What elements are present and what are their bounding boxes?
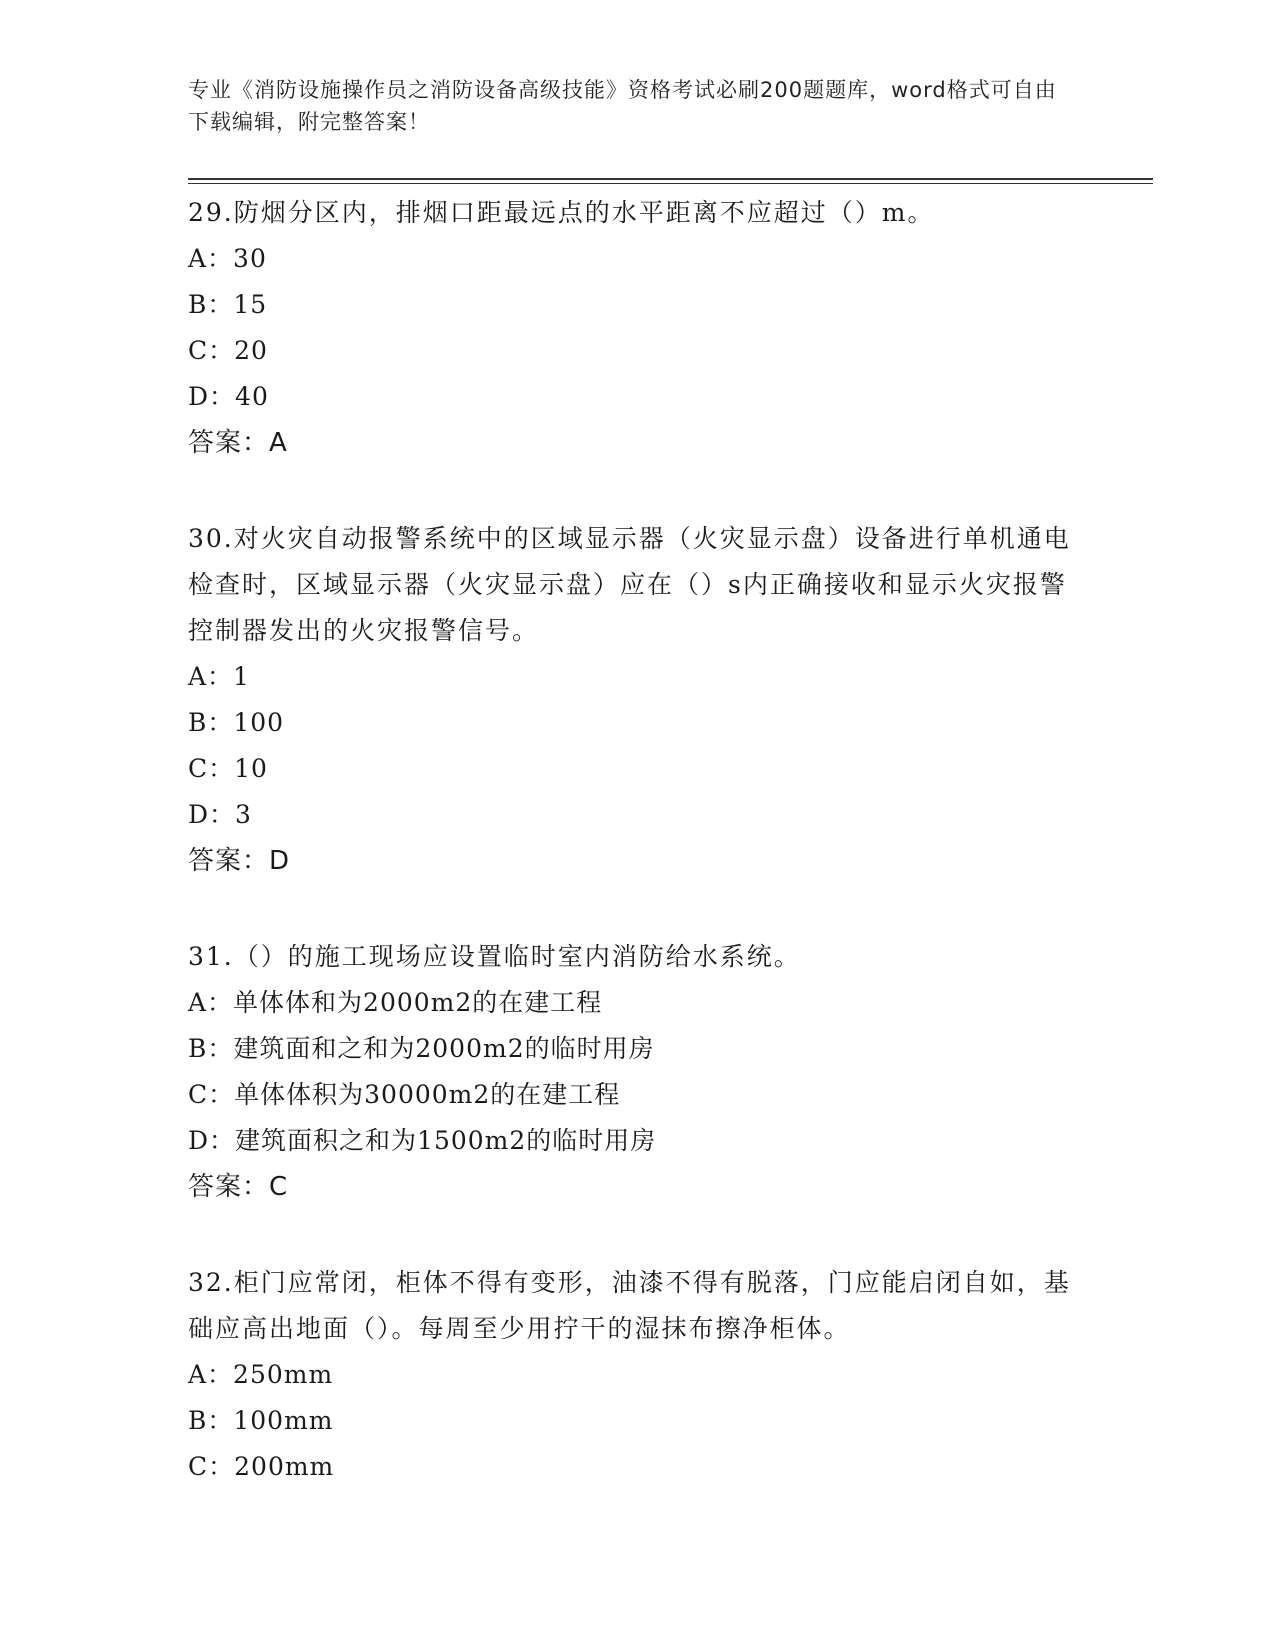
document-header: 专业《消防设施操作员之消防设备高级技能》资格考试必刷200题题库，word格式可自由下载编辑，附完整答案！ (188, 78, 1057, 134)
option-a: A：1 (188, 662, 250, 691)
question-31 (188, 934, 1088, 1210)
option-c: C：单体体积为30000m2的在建工程 (188, 1080, 621, 1109)
answer-label: 答案：C (188, 1172, 289, 1202)
option-c: C：200mm (188, 1452, 335, 1481)
option-b: B：100mm (188, 1406, 334, 1435)
option-b: B：100 (188, 708, 285, 737)
option-a: A：250mm (188, 1360, 334, 1389)
option-a: A：30 (188, 244, 267, 273)
answer-label: 答案：A (188, 428, 288, 458)
header-divider-thick (188, 178, 1153, 180)
option-d: D：建筑面积之和为1500m2的临时用房 (188, 1126, 657, 1155)
question-29 (188, 190, 1088, 466)
question-stem: 31.（）的施工现场应设置临时室内消防给水系统。 (188, 942, 801, 971)
question-stem: 29.防烟分区内，排烟口距最远点的水平距离不应超过（）m。 (188, 198, 935, 227)
question-stem: 30.对火灾自动报警系统中的区域显示器（火灾显示盘）设备进行单机通电检查时，区域显示器（火灾显示盘）应在（）s内正确接收和显示火灾报警控制器发出的火灾报警信号。 (188, 524, 1071, 645)
option-d: D：40 (188, 382, 269, 411)
header-divider-thin (188, 183, 1153, 184)
question-list (188, 190, 1088, 1540)
question-30 (188, 516, 1088, 884)
option-d: D：3 (188, 800, 252, 829)
option-b: B：15 (188, 290, 268, 319)
option-c: C：10 (188, 754, 268, 783)
option-a: A：单体体和为2000m2的在建工程 (188, 988, 603, 1017)
answer-label: 答案：D (188, 846, 291, 876)
question-32 (188, 1260, 1088, 1490)
option-c: C：20 (188, 336, 268, 365)
question-stem: 32.柜门应常闭，柜体不得有变形，油漆不得有脱落，门应能启闭自如，基础应高出地面（）。每周至少用拧干的湿抹布擦净柜体。 (188, 1268, 1071, 1343)
option-b: B：建筑面和之和为2000m2的临时用房 (188, 1034, 655, 1063)
